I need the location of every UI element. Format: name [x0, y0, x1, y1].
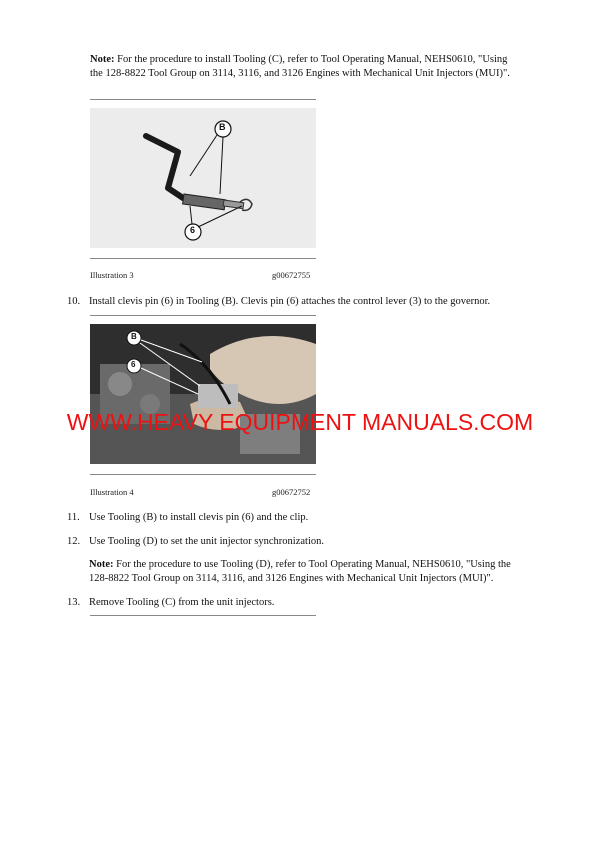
callout-b-label: B: [219, 122, 226, 132]
step-number: 10.: [67, 296, 81, 307]
watermark-text: WWW.HEAVY EQUIPMENT MANUALS.COM: [66, 409, 534, 435]
divider: [90, 474, 316, 475]
note-paragraph-1: [90, 53, 570, 81]
callout-6-label: 6: [131, 360, 136, 369]
divider: [90, 315, 316, 316]
engine-photo: [90, 324, 316, 464]
step-text: Use Tooling (B) to install clevis pin (6) and the clip.: [89, 512, 309, 523]
note-paragraph-2: [89, 558, 579, 586]
note-text-line2: the 128-8822 Tool Group on 3114, 3116, and 3126 Engines with Mechanical Unit Injectors (MUI)".: [90, 68, 510, 79]
callout-b-label: B: [131, 332, 137, 341]
figure-id: g00672752: [272, 487, 311, 497]
note-text-line1: For the procedure to use Tooling (D), refer to Tool Operating Manual, NEHS0610, "Using the: [113, 559, 511, 570]
step-number: 13.: [67, 597, 81, 608]
note-label: Note:: [90, 54, 115, 65]
illustration-3-image: [90, 108, 316, 248]
figure-id: g00672755: [272, 270, 311, 280]
step-text: Remove Tooling (C) from the unit injectors.: [89, 597, 275, 608]
figure-caption: Illustration 4: [90, 487, 134, 497]
tool-drawing: [90, 108, 316, 248]
divider: [90, 258, 316, 259]
step-number: 11.: [67, 512, 80, 523]
note-text-line1: For the procedure to install Tooling (C), refer to Tool Operating Manual, NEHS0610, "Using: [114, 54, 508, 65]
step-text: Use Tooling (D) to set the unit injector synchronization.: [89, 536, 324, 547]
step-11: [67, 511, 587, 525]
step-10: [67, 295, 587, 309]
step-text: Install clevis pin (6) in Tooling (B). Clevis pin (6) attaches the control lever (3) to the governor.: [89, 296, 491, 307]
note-label: Note:: [89, 559, 114, 570]
step-12: [67, 535, 587, 549]
step-number: 12.: [67, 536, 81, 547]
step-13: [67, 596, 587, 610]
note-text-line2: 128-8822 Tool Group on 3114, 3116, and 3126 Engines with Mechanical Unit Injectors (MUI)".: [89, 573, 494, 584]
figure-caption: Illustration 3: [90, 270, 134, 280]
illustration-4-image: [90, 324, 316, 464]
callout-6-label: 6: [190, 225, 196, 235]
divider: [90, 99, 316, 100]
divider: [90, 615, 316, 616]
